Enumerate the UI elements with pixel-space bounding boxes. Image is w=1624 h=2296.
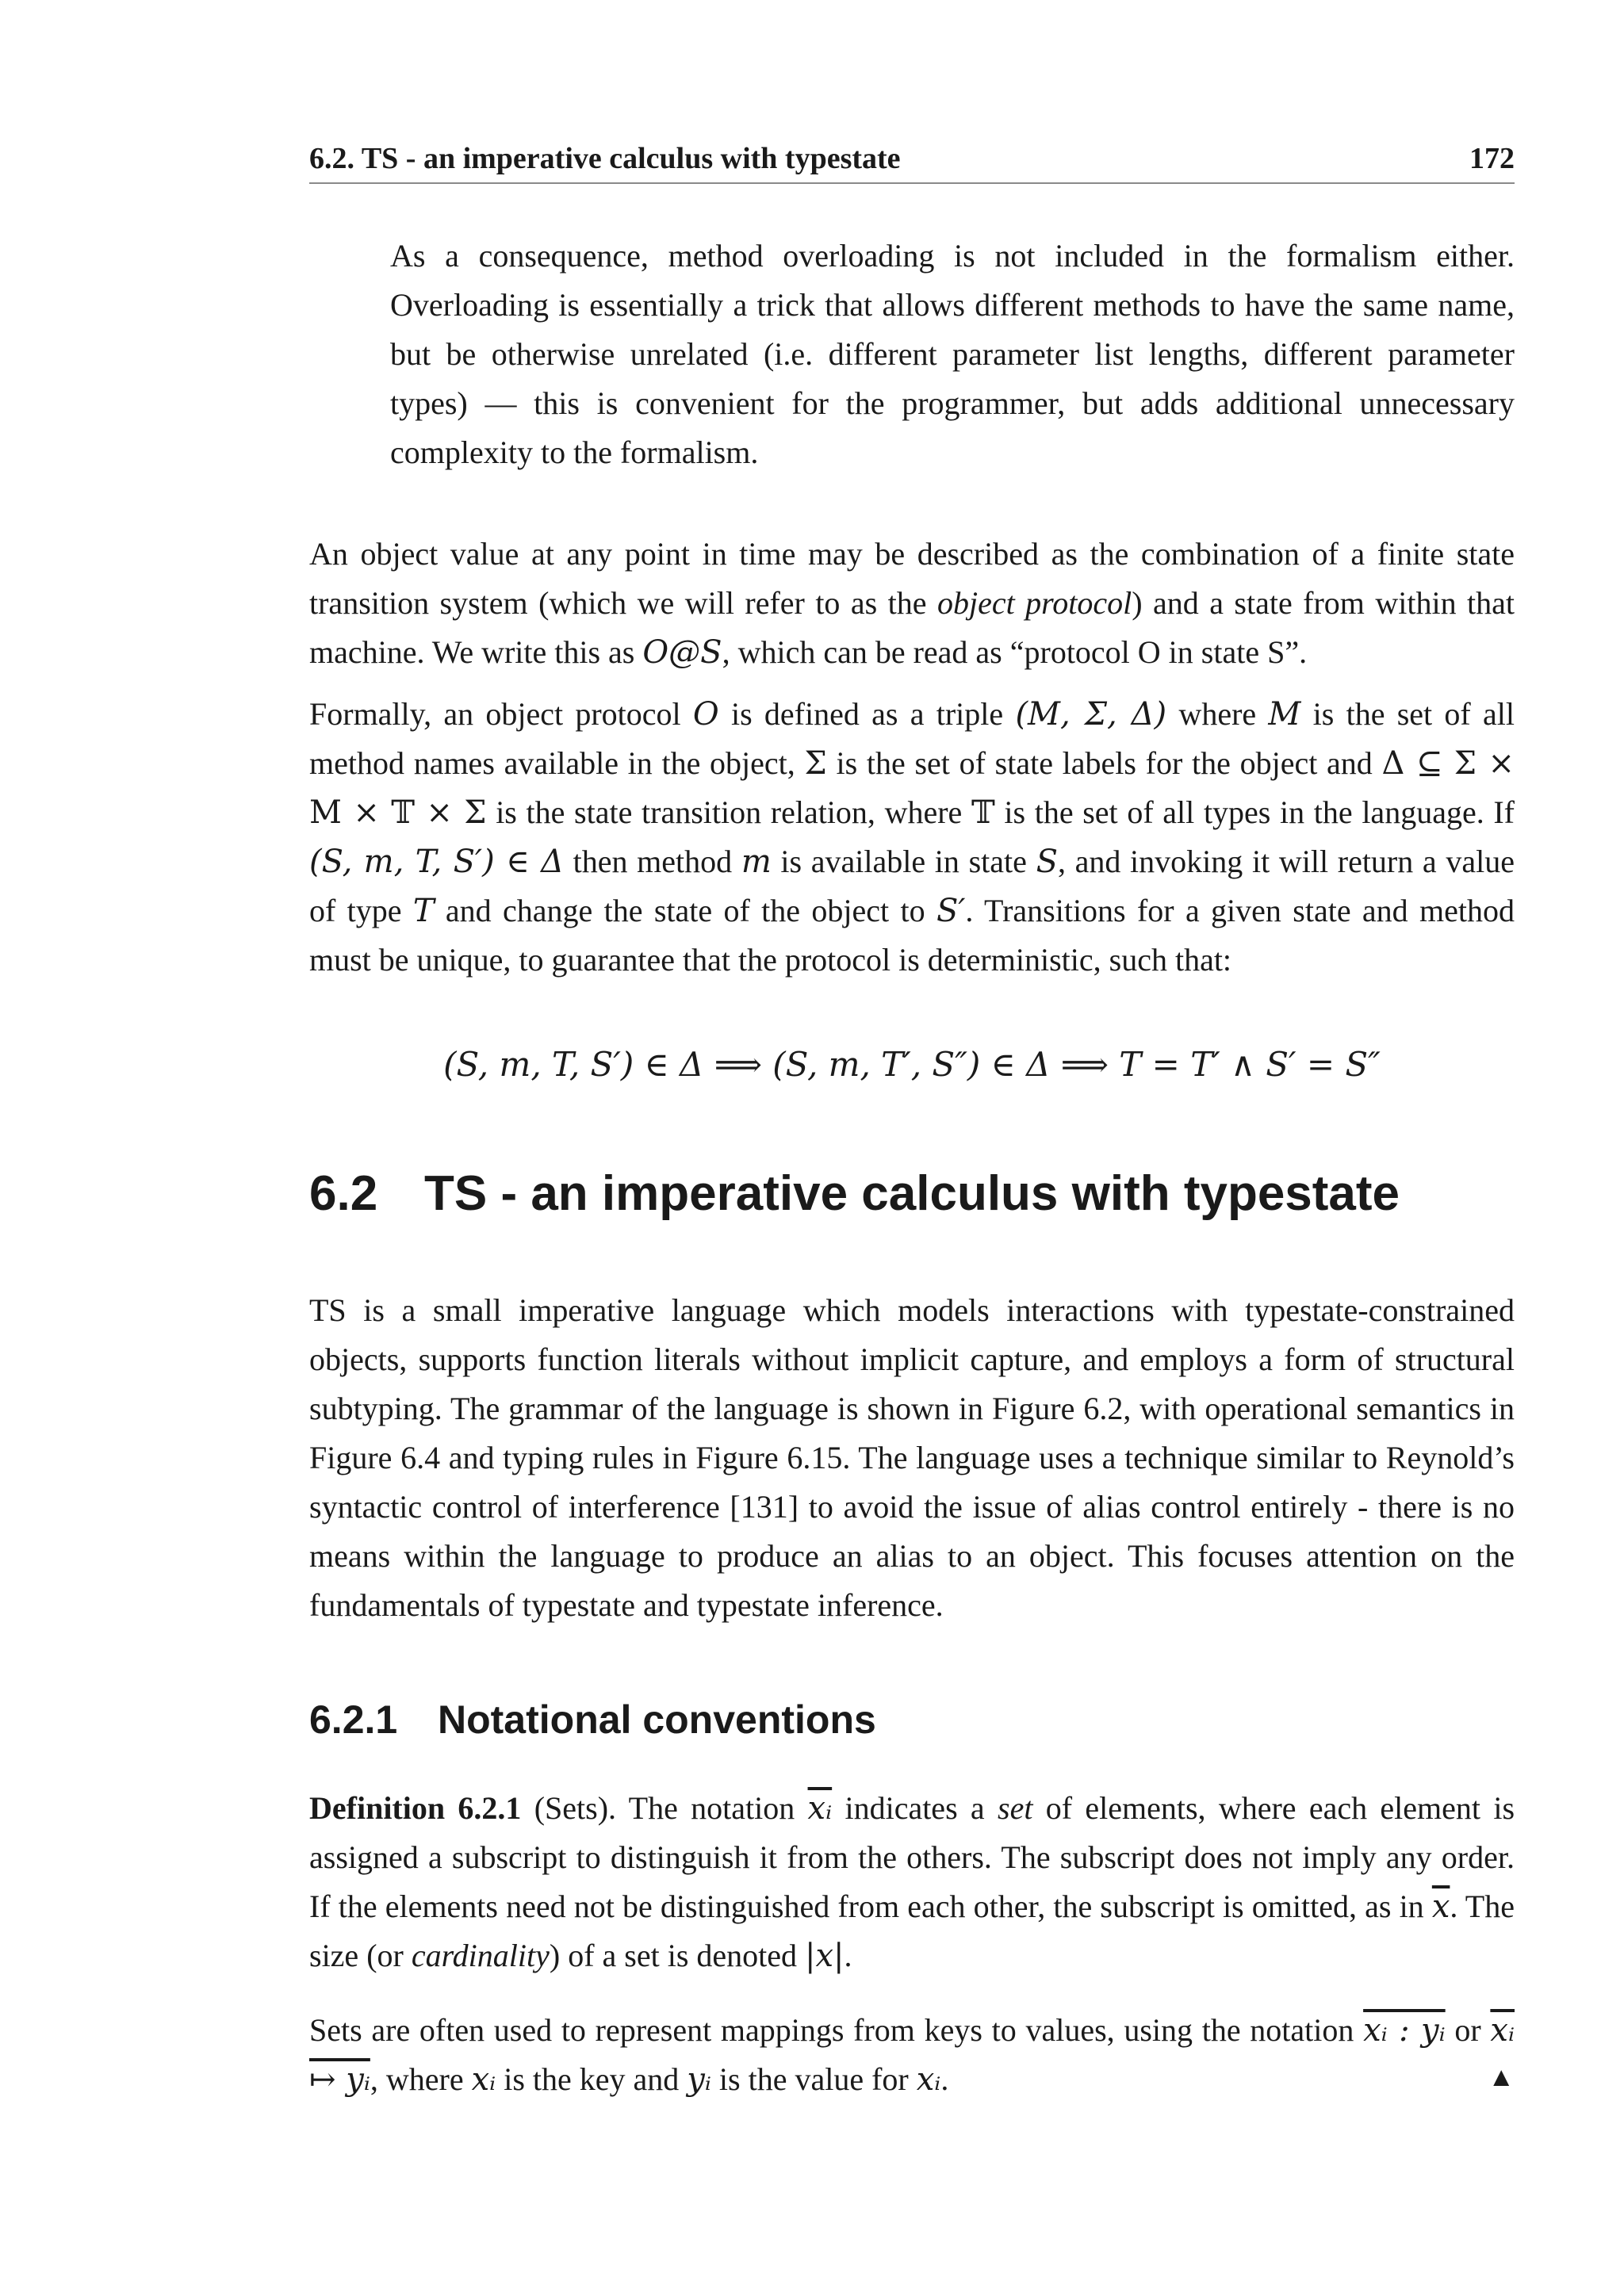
subsection-number: 6.2.1 [309,1697,398,1742]
math-inline: Σ [804,745,827,782]
text: and change the state of the object to [434,893,936,928]
running-header [309,135,1515,184]
text: The notation [616,1790,808,1826]
text: Sets are often used to represent mappings from keys to values, using the notation [309,2012,1364,2048]
display-equation: (S, m, T, S′) ∈ Δ ⟹ (S, m, T′, S″) ∈ Δ ⟹ T = T′ ∧ S′ = S″ [443,1045,1381,1084]
math-inline: O@S [642,634,722,671]
subsection-title: Notational conventions [438,1697,876,1742]
math-inline: $\overline{x}$ [1431,1888,1450,1925]
math-inline: m [741,844,772,880]
object-value-paragraph [309,530,1515,677]
math-inline: M [1268,696,1301,733]
math-inline: Δ ⊆ Σ × M × 𝕋 × Σ [309,745,1515,831]
math-inline: xᵢ [916,2061,941,2098]
section-heading [309,1165,1400,1222]
text: . Transitions for a given state and method must be unique, to guarantee that the protocol is deterministic, such that: [309,893,1515,978]
sets-mapping-paragraph [309,2006,1515,2104]
text: Formally, an object protocol [309,696,693,732]
math-inline: xᵢ ↦ yᵢ [309,2012,1515,2098]
math-inline: (M, Σ, Δ) [1015,696,1167,733]
math-inline: S [1036,844,1058,880]
quote-paragraph: As a consequence, method overloading is not included in the formalism either. Overloading is essentially a trick that allows different methods to have the same name, but be otherwise unrelated (i.e. different parameter list lengths, different parameter types) — this is convenient for the programmer, but adds additional unnecessary complexity to the formalism. [390,238,1515,470]
text: of elements, where each element is assigned a subscript to distinguish it from the others. The subscript does not imply any order. If the elements need not be distinguished from each other, the subscript is omitted, as in [309,1790,1515,1924]
text: , where [370,2061,472,2097]
text: ) of a set is denoted [549,1938,806,1973]
text: , and invoking it will return a value of type [309,844,1515,928]
end-of-definition-icon: ▲ [1488,2063,1515,2092]
math-inline: 𝕋 [971,794,995,831]
math-inline: xᵢ : yᵢ [1363,2012,1446,2049]
math-inline: (S, m, T, S′) ∈ Δ [309,844,564,880]
text: then method [563,844,741,879]
definition-label: Definition 6.2.1 [309,1790,522,1826]
text: is the set of all method names available in the object, [309,696,1515,781]
text: ) and a state from within that machine. We write this as [309,585,1515,670]
text: is defined as a triple [718,696,1016,732]
text: indicates a [832,1790,998,1826]
formal-definition-paragraph [309,690,1515,985]
text: where [1166,696,1269,732]
text: An object value at any point in time may be described as the combination of a finite state transition system (which we will refer to as the [309,536,1515,621]
math-inline: S′ [936,893,966,929]
math-inline: T [412,893,435,929]
text: is the value for [710,2061,917,2097]
text: is the set of state labels for the object and [826,745,1382,781]
text: or [1445,2012,1491,2048]
section-intro-paragraph: TS is a small imperative language which models interactions with typestate-constrained objects, supports function literals without implicit capture, and employs a form of structural subtyping. The grammar of the language is shown in Figure 6.2, with operational semantics in Figure 6.4 and typing rules in Figure 6.15. The language uses a technique similar to Reynold’s syntactic control of interference [131] to avoid the issue of alias control entirely - there is no means within the language to produce an alias to an object. This focuses attention on the fundamentals of typestate and typestate inference. [309,1292,1515,1623]
text: is the set of all types in the language. If [994,794,1515,830]
definition-name: (Sets). [534,1790,617,1826]
section-title: TS - an imperative calculus with typestate [424,1166,1400,1221]
math-inline: O [692,696,719,733]
math-inline: xᵢ [471,2061,496,2098]
text: . [844,1938,852,1973]
text: . The size (or [309,1888,1515,1973]
running-header-title: 6.2. TS - an imperative calculus with typestate [309,142,901,175]
text: , which can be read as “protocol O in state S”. [722,634,1308,670]
math-inline: $\overline{xᵢ}$ [807,1790,833,1827]
text: . [940,2061,949,2097]
section-number: 6.2 [309,1166,378,1221]
math-inline: yᵢ [687,2061,711,2098]
emphasis-cardinality: cardinality [411,1938,550,1973]
subsection-heading [309,1697,876,1743]
math-inline: |x| [805,1938,845,1974]
text: is the state transition relation, where [486,794,971,830]
page-number: 172 [1469,142,1515,175]
text: is available in state [771,844,1036,879]
emphasis-set: set [998,1790,1033,1826]
definition-sets [309,1784,1515,1980]
text: is the key and [496,2061,688,2097]
emphasis-object-protocol: object protocol [936,585,1132,621]
